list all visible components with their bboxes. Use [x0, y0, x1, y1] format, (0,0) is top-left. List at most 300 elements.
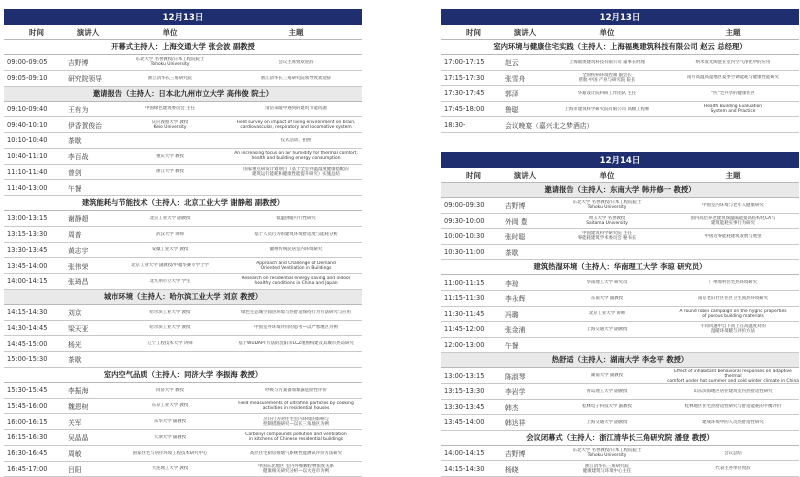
- topic-cell: [230, 401, 362, 411]
- topic-cell: [230, 261, 362, 271]
- column-unit: 单位: [547, 27, 667, 38]
- topic-line: 南方高温高湿地区夏季空调能耗与健康性能研究: [667, 75, 799, 80]
- schedule-row: [4, 227, 362, 243]
- topic-cell: [230, 276, 362, 286]
- topic-cell: [667, 420, 799, 425]
- speaker-cell: 张雪舟: [503, 73, 547, 83]
- unit-cell: [110, 247, 230, 252]
- column-time: 时间: [441, 170, 503, 181]
- topic-cell: [667, 451, 799, 456]
- unit-cell: [547, 448, 667, 458]
- topic-cell: [230, 464, 362, 474]
- topic-line: 不同风速中自下而上在高温度对的: [667, 324, 799, 329]
- unit-cell: [110, 341, 230, 346]
- topic-line: 控制措施研究—以长三角地区为例: [230, 422, 362, 427]
- speaker-cell: 张伟荣: [66, 261, 110, 271]
- time-cell: 14:00-14:15: [441, 449, 503, 457]
- unit-cell: [110, 419, 230, 424]
- unit-line: 大连理工大学 教授: [110, 466, 230, 471]
- unit-line: 北京工业大学 副教授/中福华赛专学士学: [110, 263, 230, 268]
- topic-line: 健康相关研究分析—以大连市为例: [230, 469, 362, 474]
- speaker-cell: 梁天亚: [66, 323, 110, 333]
- topic-cell: [667, 104, 799, 114]
- unit-cell: [547, 107, 667, 112]
- section-title: 邀请报告（主持人：东南大学 韩井修一 教授）: [441, 183, 799, 198]
- schedule-row: [4, 165, 362, 181]
- unit-line: 东华大学 副教授: [110, 419, 230, 424]
- topic-cell: [667, 234, 799, 239]
- unit-line: 中国建筑科学研究院 主任: [547, 231, 667, 236]
- speaker-cell: 曾剑: [66, 167, 110, 177]
- schedule-row: [4, 55, 362, 71]
- topic-line: 绿色生态城空间热环境与热舒适保持行为方法研究与应用: [230, 310, 362, 315]
- unit-cell: [547, 280, 667, 285]
- unit-line: 东北大学 名誉教授/日本工程院院士: [547, 448, 667, 453]
- time-cell: 14:45-15:00: [4, 340, 66, 348]
- topic-cell: [230, 341, 362, 346]
- speaker-cell: 黄志宇: [66, 245, 110, 255]
- time-cell: 15:45-16:00: [4, 402, 66, 410]
- topic-line: 会议主席致欢迎辞: [230, 60, 362, 65]
- topic-cell: [230, 151, 362, 161]
- topic-cell: [667, 91, 799, 96]
- speaker-cell: 吴晶晶: [66, 432, 110, 442]
- schedule-row: [441, 102, 799, 118]
- unit-line: 庆应義塾大学 教授: [110, 120, 230, 125]
- unit-cell: [547, 216, 667, 226]
- schedule-row: [441, 117, 799, 133]
- unit-line: 国家住宅与居住环境工程技术研究中心: [110, 451, 230, 456]
- time-cell: 14:15-14:30: [4, 308, 66, 316]
- topic-line: 基于人员行为的建筑环境舒适度与能耗分析: [230, 232, 362, 237]
- schedule-row: [4, 258, 362, 274]
- schedule-row: [4, 430, 362, 446]
- section-title: 室内空气品质（主持人：同济大学 李振海 教授）: [4, 368, 362, 383]
- time-cell: 11:45-12:00: [441, 325, 503, 333]
- schedule-row: [4, 117, 362, 133]
- time-cell: 13:45-14:00: [4, 262, 66, 270]
- topic-line: 呼吸与方案备加暴露危险性评价: [230, 388, 362, 393]
- speaker-cell: 伊香賀俊治: [66, 120, 110, 130]
- speaker-cell: 午餐: [66, 183, 110, 193]
- schedule-row: [4, 133, 362, 149]
- speaker-cell: 茶歇: [503, 247, 547, 257]
- topic-line: Field survey on impact of living environment on brain,: [230, 120, 362, 125]
- time-cell: 17:00-17:15: [441, 58, 503, 66]
- time-cell: 09:05-09:10: [4, 74, 66, 82]
- unit-line: 健康建筑与环境中心主任: [547, 469, 667, 474]
- time-cell: 11:10-11:40: [4, 168, 66, 176]
- topic-line: 代表主办单位致辞: [667, 466, 799, 471]
- section-title: 邀请报告（主持人：日本北九州市立大学 高伟俊 院士）: [4, 87, 362, 102]
- unit-line: 桂林电子科技大学 副教授: [547, 404, 667, 409]
- unit-line: 上海交通大学 副教授: [547, 420, 667, 425]
- time-cell: 13:15-13:30: [441, 387, 503, 395]
- speaker-cell: 李永辉: [503, 293, 547, 303]
- unit-line: 浙江清华长三角研究院: [110, 76, 230, 81]
- column-unit: 单位: [110, 27, 230, 38]
- date-header: 12月13日: [4, 9, 362, 25]
- section-title: 会议闭幕式（主持人：浙江清华长三角研究院 潘登 教授）: [441, 431, 799, 446]
- topic-cell: [230, 388, 362, 393]
- time-cell: 09:40-10:10: [4, 121, 66, 129]
- unit-cell: [110, 232, 230, 237]
- speaker-cell: 谢静超: [66, 213, 110, 223]
- topic-line: 清洁采暖中遇到的建筑节能问题: [230, 106, 362, 111]
- topic-cell: [230, 432, 362, 442]
- speaker-cell: 杨光: [66, 339, 110, 349]
- time-cell: 16:45-17:00: [4, 465, 66, 473]
- schedule-row: [4, 414, 362, 430]
- topic-line: Oriented Ventilation in Buildings: [230, 266, 362, 271]
- unit-cell: [110, 325, 230, 330]
- topic-line: 会议总结: [667, 451, 799, 456]
- unit-line: 上海市建筑科学研究院有限公司 高级工程师: [547, 107, 667, 112]
- column-speaker: 演讲人: [503, 170, 547, 181]
- unit-line: 上海福奥建筑科技有限公司 董事长经理: [547, 60, 667, 65]
- topic-line: 国家重点研发计划项目（基于全室外温湿度健康搭配的: [230, 167, 362, 172]
- time-cell: 11:00-11:15: [441, 279, 503, 287]
- unit-cell: [110, 57, 230, 67]
- topic-line: 建筑能耗实事行为研究: [667, 221, 799, 226]
- speaker-cell: 张时聪: [503, 231, 547, 241]
- time-cell: 17:15-17:30: [441, 74, 503, 82]
- time-cell: 12:00-13:00: [441, 341, 503, 349]
- schedule-row: [441, 446, 799, 462]
- schedule-row: [4, 71, 362, 87]
- topic-line: Health Building Evaluation: [667, 104, 799, 109]
- unit-line: 华南理工大学 研究员: [547, 280, 667, 285]
- time-cell: 14:00-14:15: [4, 277, 66, 285]
- speaker-cell: 赵云: [503, 57, 547, 67]
- topic-line: 建成环境中的人员热舒适性研究: [667, 420, 799, 425]
- time-cell: 11:30-11:45: [441, 310, 503, 318]
- time-cell: 13:45-14:00: [441, 418, 503, 426]
- time-cell: 18:30-: [441, 121, 503, 129]
- speaker-cell: 张金浦: [503, 324, 547, 334]
- unit-line: 东南大学 副教授: [547, 296, 667, 301]
- unit-line: Tohoku University: [110, 62, 230, 67]
- section-title: 建筑热湿环境（主持人：华南理工大学 李琼 研究员）: [441, 260, 799, 275]
- topic-cell: [230, 451, 362, 456]
- topic-line: 烹饪行为对住宅室内环境的影响与: [230, 417, 362, 422]
- time-cell: 15:00-15:30: [4, 355, 66, 363]
- topic-line: 湿暖环境暖与评价方法: [667, 329, 799, 334]
- schedule-row: [441, 461, 799, 477]
- topic-line: 纳米发光陶瓷在室内空气净化中的应用: [667, 60, 799, 65]
- topic-line: 中国室内环境与老年人健康研究: [667, 203, 799, 208]
- topic-line: 低温供暖可行性研究: [230, 216, 362, 221]
- topic-cell: [667, 280, 799, 285]
- unit-line: 北京工业大学 副教授: [110, 216, 230, 221]
- unit-cell: [547, 311, 667, 316]
- date-header: 12月13日: [441, 9, 799, 25]
- topic-cell: [667, 309, 799, 319]
- unit-cell: [547, 389, 667, 394]
- time-cell: 10:10-10:40: [4, 136, 66, 144]
- topic-cell: [230, 325, 362, 330]
- unit-line: 浙江大学 教授: [110, 169, 230, 174]
- time-cell: 14:30-14:45: [4, 324, 66, 332]
- section-title: 建筑能耗与节能技术（主持人：北京工业大学 谢静超 副教授）: [4, 196, 362, 211]
- unit-cell: [110, 403, 230, 408]
- topic-cell: [667, 216, 799, 226]
- schedule-row: [441, 322, 799, 338]
- topic-line: of porous building materials: [667, 314, 799, 319]
- schedule-row: [4, 274, 362, 290]
- unit-line: 同济大学 教授: [110, 388, 230, 393]
- schedule-row: [4, 462, 362, 477]
- schedule-row: [441, 198, 799, 214]
- unit-cell: [547, 60, 667, 65]
- schedule-row: [441, 55, 799, 71]
- speaker-cell: 外岡 豊: [503, 216, 547, 226]
- schedule-row: [4, 383, 362, 399]
- speaker-cell: 周敏: [66, 448, 110, 458]
- topic-cell: [230, 310, 362, 315]
- unit-line: 武汉大学 讲师: [110, 232, 230, 237]
- unit-line: 北京工业大学 讲师: [547, 311, 667, 316]
- speaker-cell: 李琼: [503, 278, 547, 288]
- unit-cell: [110, 169, 230, 174]
- unit-line: Tohoku University: [547, 453, 667, 458]
- speaker-cell: 吕阳: [66, 464, 110, 474]
- column-time: 时间: [441, 27, 503, 38]
- unit-cell: [110, 263, 230, 268]
- topic-line: System and Practice: [667, 109, 799, 114]
- topic-line: activities in residential houses: [230, 406, 362, 411]
- speaker-cell: 研究院领导: [66, 73, 110, 83]
- schedule-row: [441, 86, 799, 102]
- unit-cell: [547, 296, 667, 301]
- time-cell: 09:30-10:00: [441, 217, 503, 225]
- unit-cell: [547, 231, 667, 241]
- speaker-cell: 张琦昌: [66, 276, 110, 286]
- unit-cell: [110, 451, 230, 456]
- topic-line: “医”宅共享的健康住区: [667, 91, 799, 96]
- section-title: 开幕式主持人：上海交通大学 张会波 副教授: [4, 40, 362, 55]
- schedule-row: [441, 291, 799, 307]
- unit-cell: [547, 373, 667, 378]
- column-speaker: 演讲人: [66, 27, 110, 38]
- schedule-row: [4, 102, 362, 118]
- unit-line: 中国绿色建筑委员会 主任: [110, 106, 230, 111]
- column-topic: 主题: [667, 170, 799, 181]
- topic-line: Carbonyl compounds pollution and ventilation: [230, 432, 362, 437]
- schedule-row: [441, 214, 799, 230]
- time-cell: 14:15-14:30: [441, 465, 503, 473]
- unit-line: 埼玉大学 名誉教授: [547, 216, 667, 221]
- topic-line: Effect of inhabitant behavioral responses on adaptive thermal: [667, 369, 799, 379]
- column-unit: 单位: [547, 170, 667, 181]
- topic-line: healthy conditions in China and Japan: [230, 281, 362, 286]
- unit-cell: [110, 76, 230, 81]
- schedule-row: [441, 275, 799, 291]
- schedule-row: [4, 446, 362, 462]
- unit-line: 全国疾病环境控制 副会长: [547, 73, 667, 78]
- topic-cell: [230, 167, 362, 177]
- schedule-row: [441, 400, 799, 416]
- speaker-cell: 冯璐: [503, 309, 547, 319]
- time-cell: 16:00-16:15: [4, 418, 66, 426]
- unit-line: 重庆大学 教授: [110, 154, 230, 159]
- unit-cell: [547, 200, 667, 210]
- schedule-panel-left: [4, 9, 362, 477]
- time-cell: 16:30-16:45: [4, 449, 66, 457]
- schedule-row: [4, 180, 362, 196]
- time-cell: 10:00-10:30: [441, 232, 503, 240]
- unit-cell: [110, 466, 230, 471]
- time-cell: 15:30-15:45: [4, 386, 66, 394]
- schedule-panel-right-bottom: [441, 152, 799, 477]
- topic-cell: [230, 76, 362, 81]
- speaker-cell: 李岩学: [503, 386, 547, 396]
- schedule-row: [4, 336, 362, 352]
- topic-line: 高层住宅厨房排烟气系统性能测试评价方法研究: [230, 451, 362, 456]
- time-cell: 10:40-11:10: [4, 152, 66, 160]
- unit-line: 东北大学 名誉教授/日本工程院院士: [547, 200, 667, 205]
- unit-cell: [547, 327, 667, 332]
- speaker-cell: 茶歇: [66, 135, 110, 145]
- topic-line: 中国室外环境评价的思考—以严寒地区为例: [230, 325, 362, 330]
- speaker-cell: 韩杰: [503, 402, 547, 412]
- time-cell: 13:00-13:15: [441, 372, 503, 380]
- time-cell: 11:40-13:00: [4, 184, 66, 192]
- unit-line: 零能耗建筑学术委员会 秘书长: [547, 236, 667, 241]
- time-cell: 13:30-13:45: [4, 246, 66, 254]
- time-cell: 16:15-16:30: [4, 433, 66, 441]
- unit-cell: [110, 120, 230, 130]
- speaker-cell: 茶歇: [66, 354, 110, 364]
- time-cell: 09:10-09:40: [4, 105, 66, 113]
- column-header: [4, 25, 362, 40]
- topic-line: Research on residential energy saving and indoor: [230, 276, 362, 281]
- topic-line: 浙江清华长三角研究院领导致欢迎辞: [230, 76, 362, 81]
- speaker-cell: 陈淑琴: [503, 371, 547, 381]
- topic-cell: [667, 324, 799, 334]
- topic-cell: [230, 138, 362, 143]
- schedule-row: [441, 245, 799, 261]
- unit-line: 青岛理工大学 副教授: [547, 389, 667, 394]
- topic-cell: [667, 75, 799, 80]
- unit-line: 北九州市立大学 学生: [110, 279, 230, 284]
- column-header: [441, 168, 799, 183]
- unit-line: 哈尔滨工业大学 教授: [110, 310, 230, 315]
- topic-line: An increasing focus on air humidity for thermal comfort,: [230, 151, 362, 156]
- unit-cell: [110, 388, 230, 393]
- topic-cell: [230, 106, 362, 111]
- topic-line: 基于WUDAPT方法的沈阳市LCZ地图构建及其城市热岛研究: [230, 341, 362, 346]
- topic-line: health and building energy consumption: [230, 156, 362, 161]
- speaker-cell: 吉野博: [66, 57, 110, 67]
- topic-cell: [230, 120, 362, 130]
- topic-cell: [230, 232, 362, 237]
- section-title: 热舒适（主持人：湖南大学 李念平 教授）: [441, 353, 799, 368]
- unit-line: 哈尔滨工业大学 教授: [110, 325, 230, 330]
- time-cell: 09:00-09:05: [4, 58, 66, 66]
- section-title: 城市环境（主持人：哈尔滨工业大学 刘京 教授）: [4, 290, 362, 305]
- unit-line: 湖南大学 副教授: [547, 373, 667, 378]
- unit-line: 慈航·中国 产业与研究院 院长: [547, 78, 667, 83]
- unit-line: 上海交通大学 副教授: [547, 327, 667, 332]
- speaker-cell: 吉野博: [503, 200, 547, 210]
- schedule-row: [4, 149, 362, 165]
- schedule-row: [441, 71, 799, 87]
- speaker-cell: 李振海: [66, 385, 110, 395]
- speaker-cell: 午餐: [503, 340, 547, 350]
- topic-cell: [667, 369, 799, 383]
- unit-line: 浙江清华长三角研究院: [547, 464, 667, 469]
- topic-cell: [667, 203, 799, 208]
- topic-cell: [667, 404, 799, 409]
- topic-cell: [230, 417, 362, 427]
- unit-cell: [110, 310, 230, 315]
- unit-line: 华迪设计院科研工作团队 主任: [547, 91, 667, 96]
- topic-line: 建筑运行能耗和健康性能提升研究）实施总结: [230, 172, 362, 177]
- topic-cell: [230, 60, 362, 65]
- topic-line: in kitchens of Chinese residential buildings: [230, 437, 362, 442]
- speaker-cell: 韩达祥: [503, 417, 547, 427]
- schedule-row: [441, 415, 799, 431]
- unit-cell: [110, 154, 230, 159]
- topic-line: 山东滨海地区居住建筑室内热舒适性研究: [667, 389, 799, 394]
- unit-cell: [110, 106, 230, 111]
- unit-line: 东北大学 名誉教授/日本工程院院士: [110, 57, 230, 62]
- topic-cell: [667, 389, 799, 394]
- schedule-row: [4, 305, 362, 321]
- unit-line: 东京工业大学 教授: [110, 403, 230, 408]
- column-time: 时间: [4, 27, 66, 38]
- unit-cell: [110, 216, 230, 221]
- topic-line: 徽州传统民居室内环境研究: [230, 247, 362, 252]
- date-header: 12月14日: [441, 152, 799, 168]
- time-cell: 10:30-11:00: [441, 248, 503, 256]
- unit-cell: [110, 279, 230, 284]
- speaker-cell: 杨晓: [503, 464, 547, 474]
- time-cell: 09:00-09:30: [441, 201, 503, 209]
- time-cell: 11:15-11:30: [441, 294, 503, 302]
- unit-cell: [547, 404, 667, 409]
- topic-line: Approach and Challenge of Demand: [230, 261, 362, 266]
- schedule-row: [4, 243, 362, 259]
- topic-line: cardiovascular, respiratory and locomotive system: [230, 125, 362, 130]
- unit-line: Saitama University: [547, 221, 667, 226]
- unit-line: Tohoku University: [547, 205, 667, 210]
- unit-line: 天津大学 副教授: [110, 435, 230, 440]
- topic-line: 中国东北地区 室内外细颗粒物浓度关系: [230, 464, 362, 469]
- speaker-cell: 王有为: [66, 104, 110, 114]
- unit-cell: [547, 91, 667, 96]
- unit-cell: [110, 435, 230, 440]
- schedule-row: [441, 307, 799, 323]
- time-cell: 17:45-18:00: [441, 105, 503, 113]
- topic-cell: [667, 60, 799, 65]
- time-cell: 13:00-13:15: [4, 214, 66, 222]
- speaker-cell: 李百战: [66, 151, 110, 161]
- schedule-row: [4, 399, 362, 415]
- unit-cell: [547, 464, 667, 474]
- topic-line: 广州郊村住宅热环境研究: [667, 280, 799, 285]
- schedule-row: [4, 352, 362, 368]
- column-topic: 主题: [667, 27, 799, 38]
- topic-line: comfort under hot summer and cold winter climate in China: [667, 379, 799, 383]
- unit-cell: [547, 73, 667, 83]
- topic-cell: [230, 216, 362, 221]
- column-header: [441, 25, 799, 40]
- speaker-cell: 会议晚宴（嘉兴北之梦酒店）: [503, 120, 799, 130]
- schedule-row: [441, 338, 799, 354]
- topic-line: 国内高层养老建筑保温隔能提高结构化CA与: [667, 216, 799, 221]
